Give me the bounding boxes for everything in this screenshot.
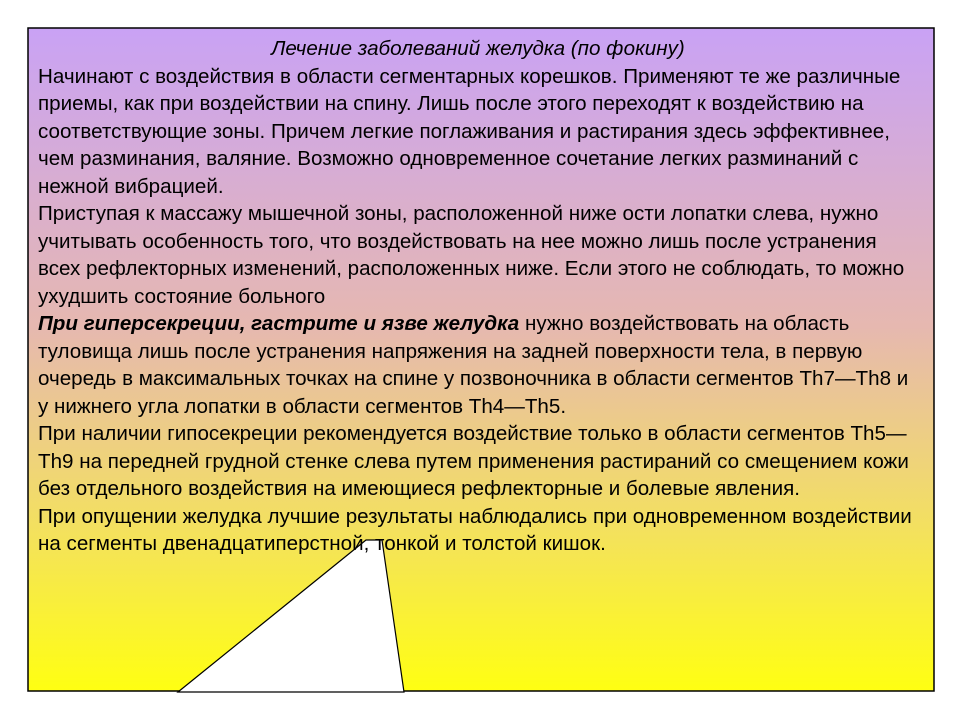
- slide-body: [38, 35, 918, 558]
- hypersecretion-heading: При гиперсекреции, гастрите и язве желудка: [38, 312, 520, 335]
- paragraph-intro: Начинают с воздействия в области сегментарных корешков. Применяют те же различные приемы, как при воздействии на спину. Лишь после этого переходят к воздействию на соответствующие зоны. Причем легкие поглаживания и растирания здесь эффективнее, чем разминания, валяние. Возможно одновременное сочетание легких разминаний с нежной вибрацией.: [38, 64, 901, 198]
- hypersecretion-text: нужно воздействовать на область туловища лишь после устранения напряжения на задней поверхности тела, в первую очередь в максимальных точках на спине у позвоночника в области сегментов Th7—Th8 и у нижнего угла лопатки в области сегментов Th4—Th5.: [38, 312, 909, 418]
- paragraph-gastroptosis: При опущении желудка лучшие результаты наблюдались при одновременном воздействии на сегменты двенадцатиперстной, тонкой и толстой кишок.: [38, 504, 912, 555]
- paragraph-hyposecretion: При наличии гипосекреции рекомендуется воздействие только в области сегментов Th5—Th9 на передней грудной стенке слева путем применения растираний со смещением кожи без отдельного воздействия на имеющиеся рефлекторные и болевые явления.: [38, 422, 909, 500]
- slide-title: Лечение заболеваний желудка (по фокину): [271, 37, 685, 60]
- paragraph-hypersecretion: [38, 310, 918, 420]
- paragraph-muscle-zone: Приступая к массажу мышечной зоны, расположенной ниже ости лопатки слева, нужно учитывать особенность того, что воздействовать на нее можно лишь после устранения всех рефлекторных изменений, расположенных ниже. Если этого не соблюдать, то можно ухудшить состояние больного: [38, 202, 905, 308]
